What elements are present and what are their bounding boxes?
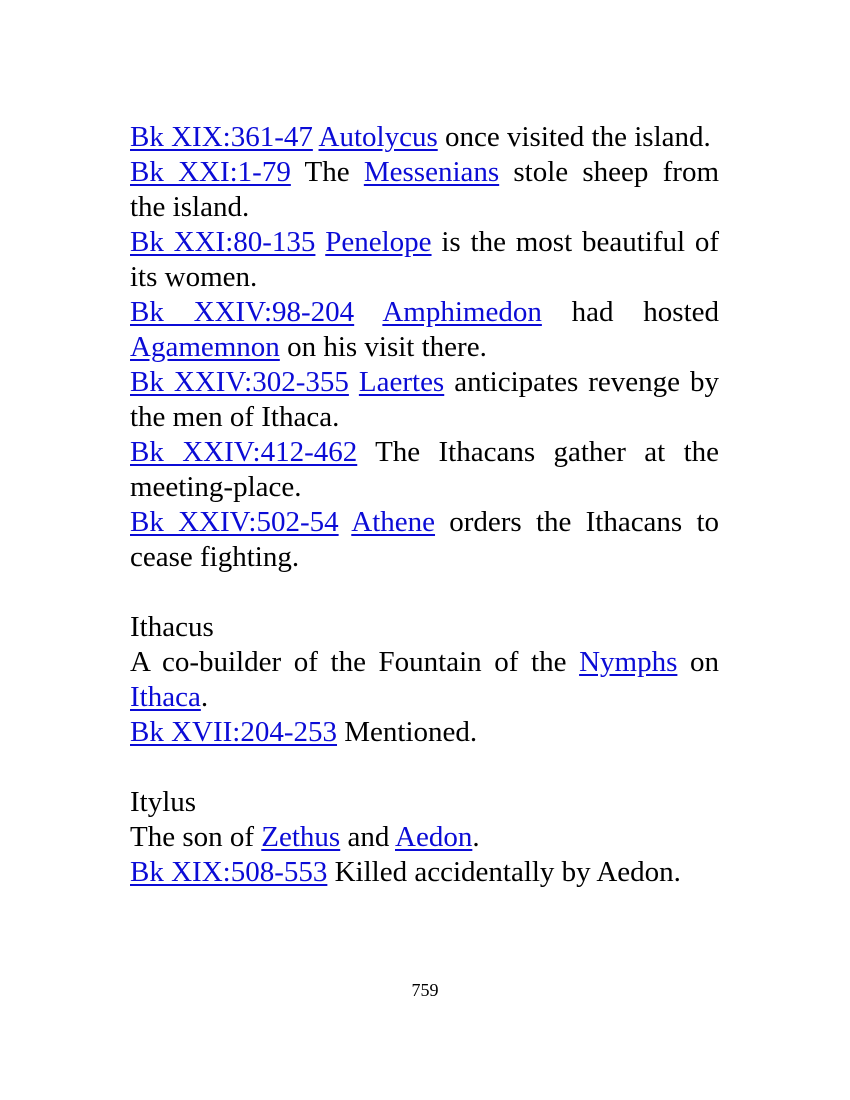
book-reference-link[interactable]: Bk XXIV:502-54 [130, 506, 339, 538]
book-reference-link[interactable]: Bk XXI:80-135 [130, 226, 316, 258]
entry-text: had hosted [541, 296, 719, 328]
book-reference-link[interactable]: Bk XVII:204-253 [130, 716, 338, 748]
entry-description-itylus [130, 820, 719, 855]
reference-entry [130, 155, 719, 225]
name-link-laertes[interactable]: Laertes [358, 366, 445, 398]
description-text: The son of [130, 821, 262, 853]
book-reference-link[interactable]: Bk XIX:361-47 [130, 121, 313, 153]
entry-text [339, 506, 352, 538]
entry-text: anticipates revenge by the men of Ithaca. [130, 366, 719, 433]
reference-entry [130, 435, 719, 505]
link-aedon[interactable]: Aedon [395, 821, 473, 853]
entry-text [315, 226, 325, 258]
reference-entry [130, 225, 719, 295]
entry-text: orders the Ithacans to cease fighting. [130, 506, 720, 573]
entry-description-ithacus [130, 645, 719, 715]
book-reference-link[interactable]: Bk XXI:1-79 [130, 156, 291, 188]
name-link-autolycus[interactable]: Autolycus [318, 121, 438, 153]
entry-text: is the most beautiful of its women. [130, 226, 719, 293]
entry-text: on his visit there. [279, 331, 487, 363]
reference-entry [130, 295, 719, 365]
reference-text: Killed accidentally by Aedon. [327, 856, 681, 888]
entry-heading-ithacus: Ithacus [130, 611, 214, 643]
entry-text: The Ithacans gather at the meeting-place. [130, 436, 719, 503]
page-number: 759 [411, 980, 439, 1000]
entry-text: stole sheep from the island. [130, 156, 720, 223]
entry-text [349, 366, 359, 398]
book-reference-link[interactable]: Bk XIX:508-553 [130, 856, 328, 888]
description-text: and [340, 821, 395, 853]
description-text: . [200, 681, 209, 713]
book-reference-link[interactable]: Bk XXIV:302-355 [130, 366, 349, 398]
name-link-penelope[interactable]: Penelope [325, 226, 432, 258]
description-text: . [472, 821, 480, 853]
reference-entry [130, 365, 719, 435]
entry-text [354, 296, 382, 328]
reference-text: Mentioned. [337, 716, 478, 748]
name-link-amphimedon[interactable]: Amphimedon [382, 296, 542, 328]
section-spacer [130, 750, 719, 785]
entry-reference-itylus [130, 855, 719, 890]
name-link-messenians[interactable]: Messenians [363, 156, 500, 188]
entry-text: The [290, 156, 364, 188]
name-link-athene[interactable]: Athene [351, 506, 436, 538]
link-zethus[interactable]: Zethus [261, 821, 341, 853]
book-reference-link[interactable]: Bk XXIV:98-204 [130, 296, 355, 328]
link-nymphs[interactable]: Nymphs [579, 646, 678, 678]
book-reference-link[interactable]: Bk XXIV:412-462 [130, 436, 358, 468]
reference-entry [130, 120, 719, 155]
entry-text: once visited the island. [437, 121, 711, 153]
reference-list [130, 120, 719, 575]
description-text: A co-builder of the Fountain of the [130, 646, 580, 678]
document-body [130, 120, 719, 890]
section-spacer [130, 575, 719, 610]
entry-heading-itylus: Itylus [130, 786, 197, 818]
name-link-agamemnon[interactable]: Agamemnon [130, 331, 280, 363]
reference-entry [130, 505, 719, 575]
link-ithaca[interactable]: Ithaca [130, 681, 201, 713]
description-text: on [677, 646, 720, 678]
entry-reference-ithacus [130, 715, 719, 750]
